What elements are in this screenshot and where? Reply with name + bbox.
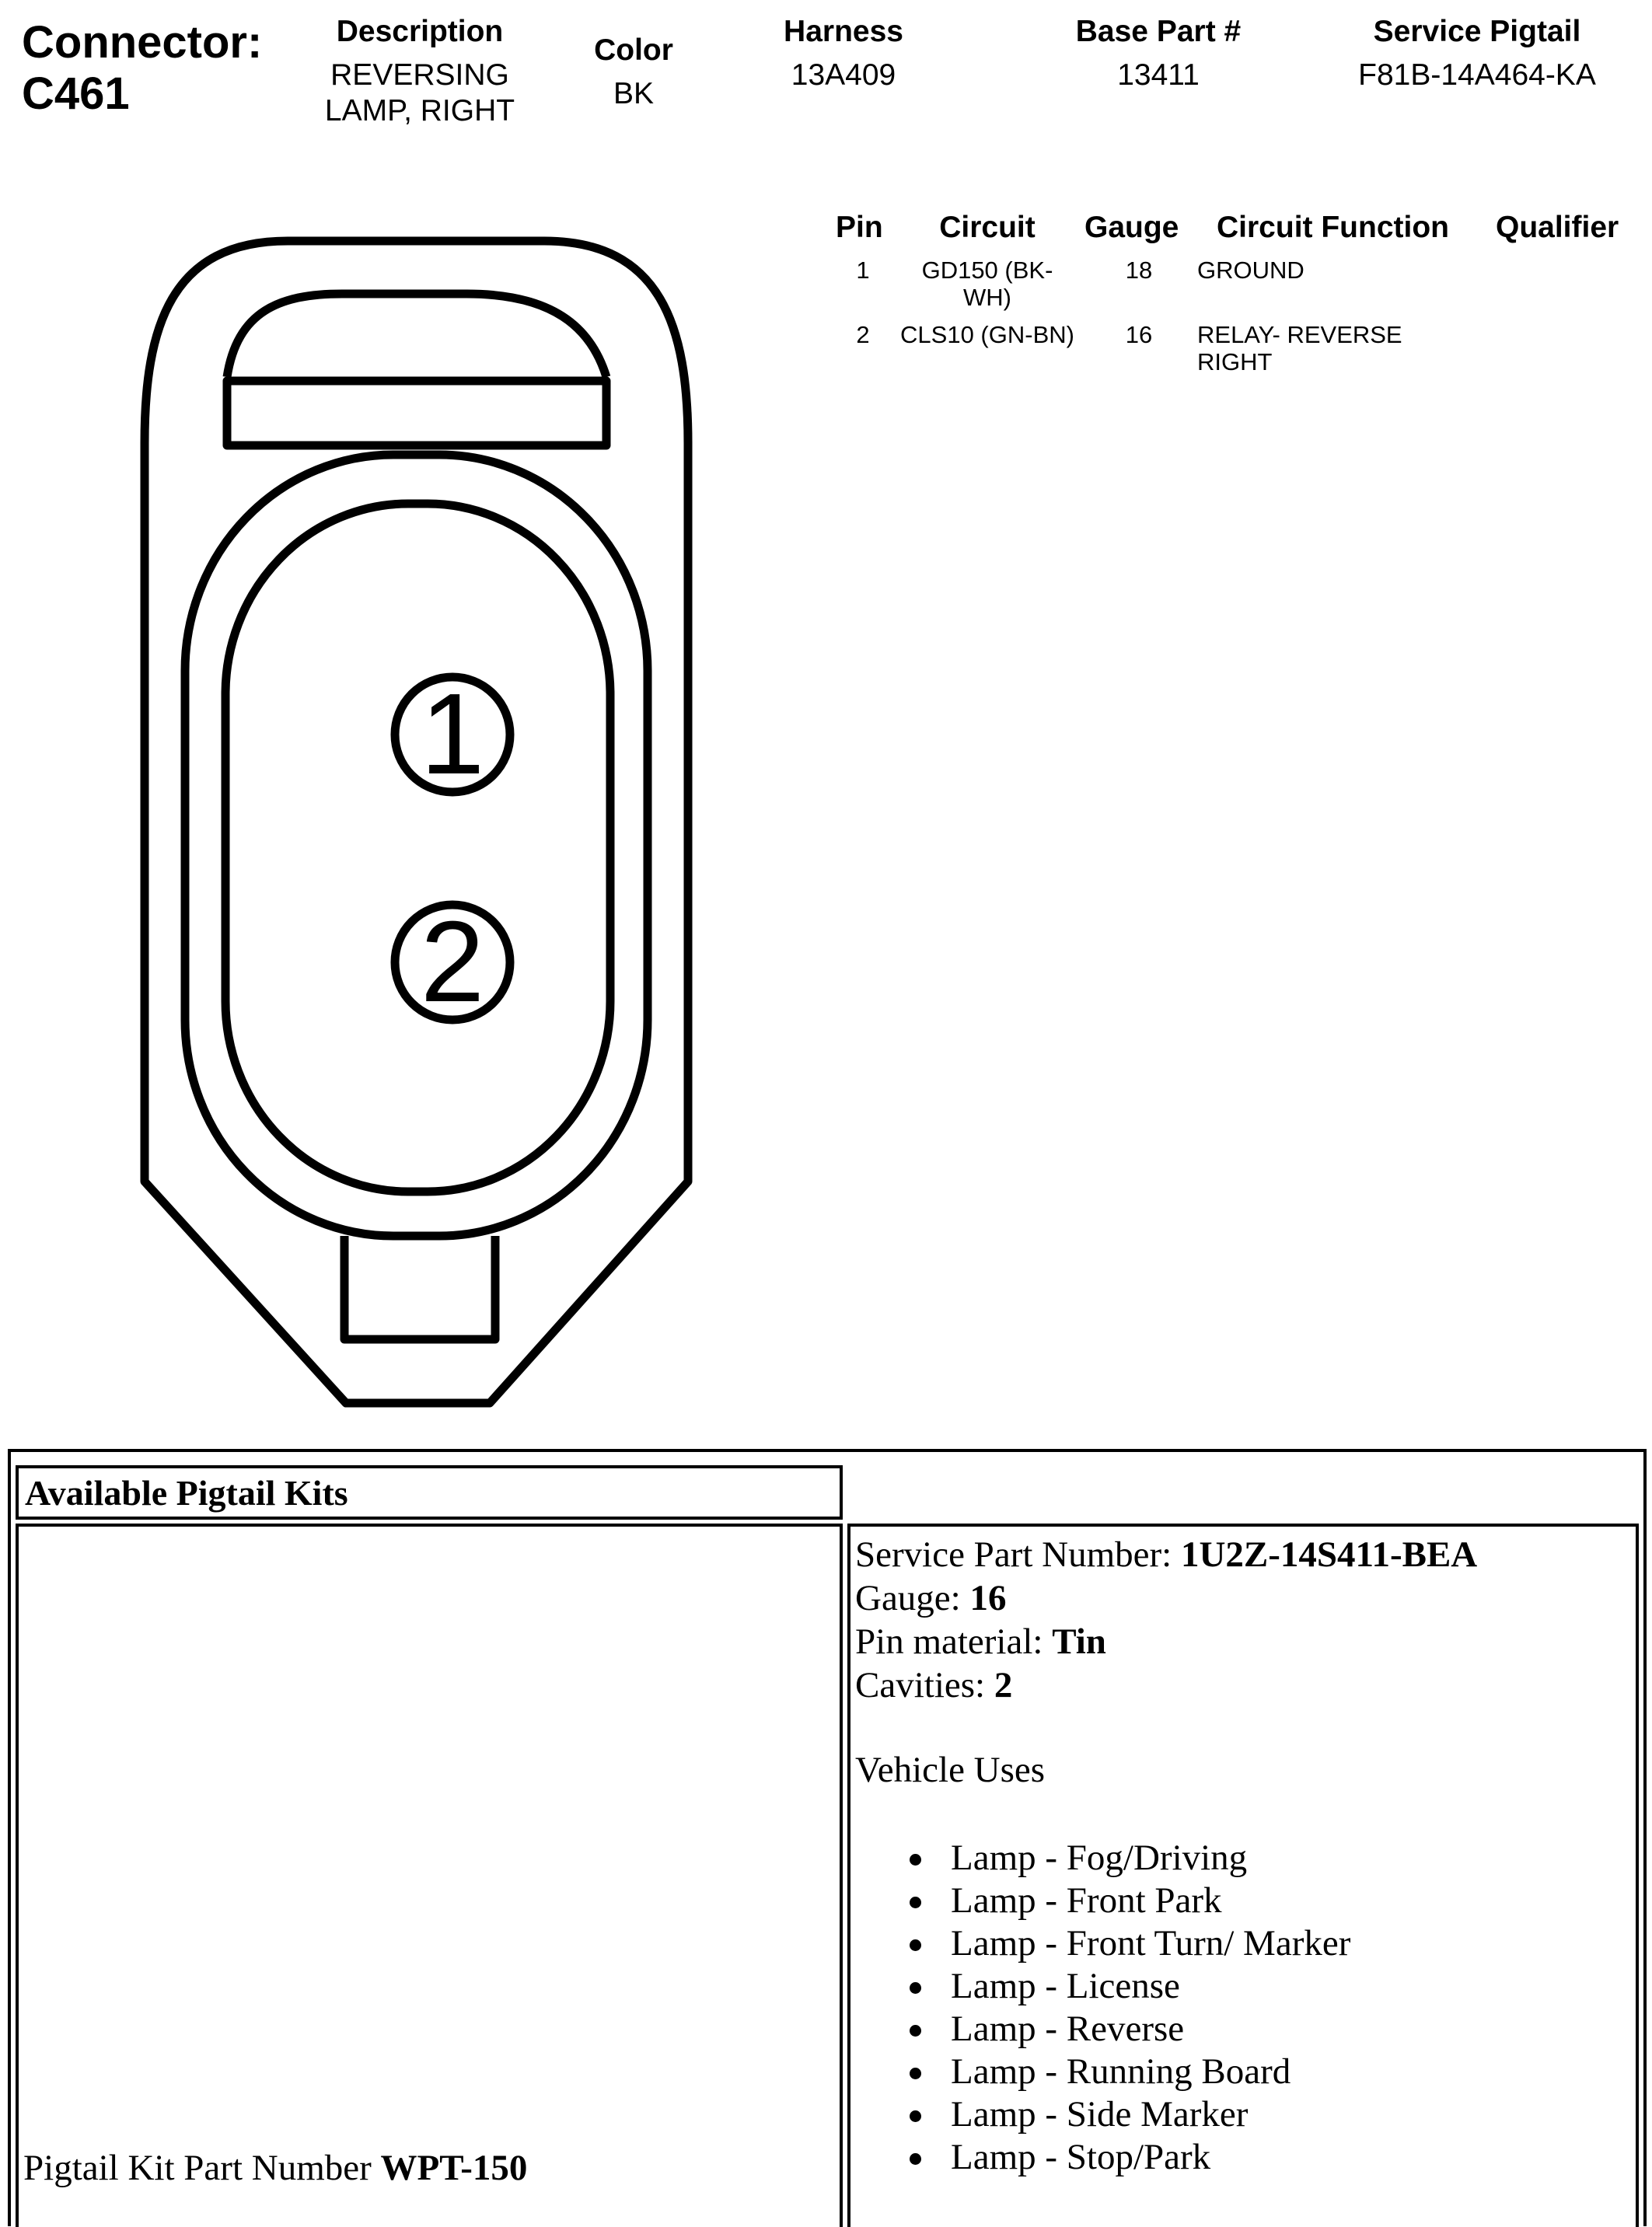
base-part-value: 13411 <box>1117 58 1200 92</box>
gauge-line <box>855 1576 1477 1620</box>
pin-material-line <box>855 1620 1477 1663</box>
service-part-label: Service Part Number: <box>855 1534 1172 1575</box>
vehicle-use-item: Lamp - Front Park <box>855 1880 1477 1922</box>
vehicle-use-item: Lamp - Stop/Park <box>855 2136 1477 2179</box>
locking-tab-base <box>227 381 606 445</box>
circuit-cell-1 <box>894 257 1081 311</box>
color-header: Color <box>594 33 673 67</box>
locking-tab <box>227 294 606 377</box>
function-cell-1-line-1: GROUND <box>1197 257 1304 284</box>
pigtail-kits-title-cell <box>16 1465 843 1520</box>
color-column <box>568 33 700 112</box>
cavities-value: 2 <box>994 1665 1013 1705</box>
key-slot <box>344 1236 495 1339</box>
circuit-cell-1-line-1: GD150 (BK- <box>921 257 1053 284</box>
pin-header: Pin <box>836 211 883 244</box>
gauge-cell-2: 16 <box>1125 321 1153 348</box>
gauge-label: Gauge: <box>855 1578 961 1618</box>
vehicle-uses-heading: Vehicle Uses <box>855 1750 1046 1790</box>
service-pigtail-header: Service Pigtail <box>1373 15 1581 48</box>
vehicle-use-item: Lamp - License <box>855 1965 1477 2008</box>
vehicle-use-item: Lamp - Front Turn/ Marker <box>855 1922 1477 1965</box>
connector-id: C461 <box>22 68 130 119</box>
connector-label: Connector: <box>22 17 263 68</box>
harness-value: 13A409 <box>791 58 896 92</box>
pin-material-value: Tin <box>1052 1621 1106 1662</box>
vehicle-use-item: Lamp - Side Marker <box>855 2093 1477 2136</box>
pin-label-1: 1 <box>420 670 485 798</box>
circuit-cell-2 <box>894 321 1081 348</box>
service-part-cell <box>847 1524 1639 2227</box>
circuit-function-header: Circuit Function <box>1217 211 1449 244</box>
color-value: BK <box>613 77 655 110</box>
base-part-header: Base Part # <box>1075 15 1242 48</box>
base-part-column <box>1042 14 1275 93</box>
cavities-label: Cavities: <box>855 1665 986 1705</box>
connector-title <box>22 17 262 120</box>
pigtail-kits-title: Available Pigtail Kits <box>25 1473 348 1513</box>
pigtail-kit-number: WPT-150 <box>380 2148 528 2188</box>
function-cell-2-line-2: RIGHT <box>1197 348 1273 375</box>
function-cell-2 <box>1197 321 1402 375</box>
cavities-line <box>855 1663 1477 1707</box>
service-pigtail-column <box>1329 14 1625 93</box>
service-part-line <box>855 1533 1477 1576</box>
vehicle-use-item: Lamp - Fog/Driving <box>855 1837 1477 1880</box>
gauge-header: Gauge <box>1084 211 1179 244</box>
service-part-details <box>855 1533 1477 2179</box>
service-part-value: 1U2Z-14S411-BEA <box>1180 1534 1478 1575</box>
pin-cell-2: 2 <box>856 321 870 348</box>
description-column <box>295 14 544 129</box>
harness-header: Harness <box>784 15 903 48</box>
function-cell-2-line-1: RELAY- REVERSE <box>1197 321 1402 348</box>
connector-face-diagram <box>132 222 707 1426</box>
function-cell-1 <box>1197 257 1304 284</box>
vehicle-use-item: Lamp - Reverse <box>855 2008 1477 2051</box>
gauge-value: 16 <box>969 1578 1007 1618</box>
harness-column <box>746 14 941 93</box>
qualifier-header: Qualifier <box>1496 211 1619 244</box>
description-line-1: REVERSING <box>330 58 509 92</box>
pin-material-label: Pin material: <box>855 1621 1043 1662</box>
circuit-cell-1-line-2: WH) <box>963 284 1011 311</box>
pigtail-kit-part <box>23 2147 527 2189</box>
pin-label-2: 2 <box>420 898 485 1026</box>
pin-cell-1: 1 <box>856 257 870 284</box>
circuit-header: Circuit <box>939 211 1036 244</box>
pigtail-kit-cell <box>16 1524 843 2227</box>
circuit-cell-2-line-1: CLS10 (GN-BN) <box>900 321 1074 348</box>
service-pigtail-value: F81B-14A464-KA <box>1358 58 1596 92</box>
vehicle-uses-list <box>855 1837 1477 2179</box>
vehicle-use-item: Lamp - Running Board <box>855 2051 1477 2093</box>
mating-face-outer <box>185 455 648 1236</box>
pigtail-kit-label: Pigtail Kit Part Number <box>23 2148 372 2188</box>
description-line-2: LAMP, RIGHT <box>324 94 515 127</box>
description-header: Description <box>336 15 504 48</box>
mating-face-inner <box>225 504 610 1192</box>
gauge-cell-1: 18 <box>1125 257 1153 284</box>
